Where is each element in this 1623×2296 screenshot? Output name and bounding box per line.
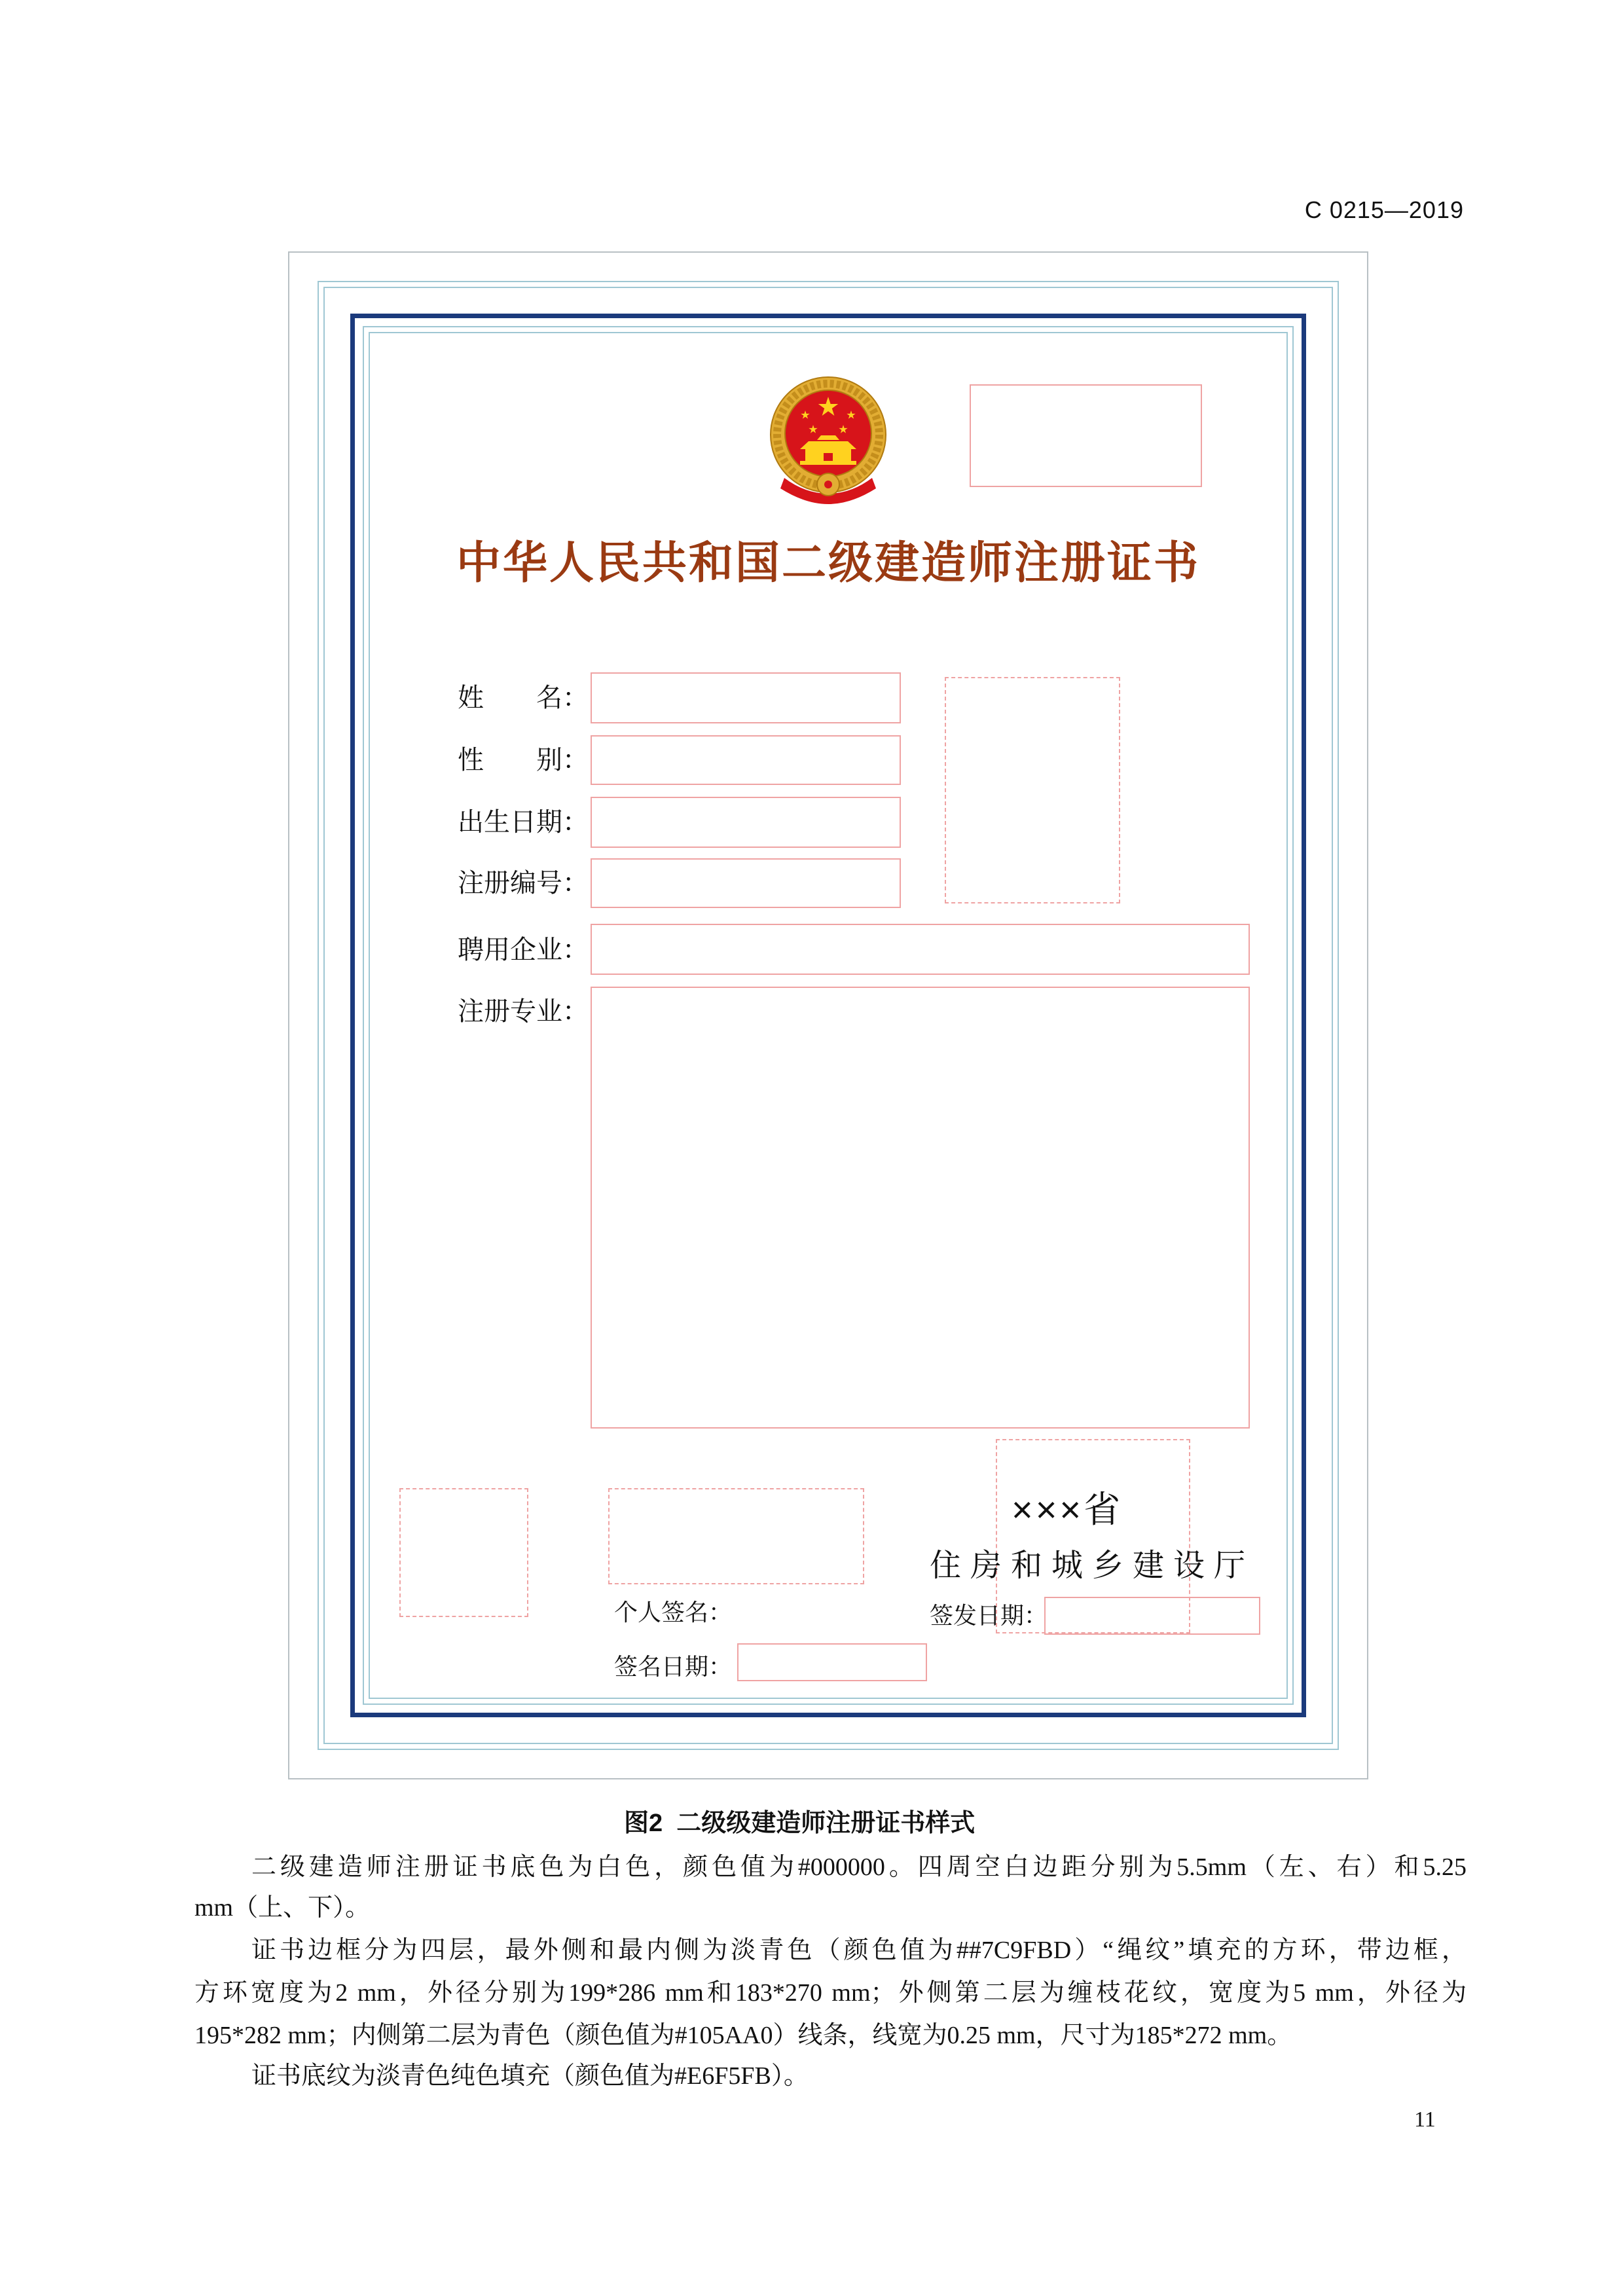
body-line: 195*282 mm；内侧第二层为青色（颜色值为#105AA0）线条，线宽为0.25 mm，尺寸为185*272 mm。 xyxy=(194,2022,1292,2049)
body-line: 证书底纹为淡青色纯色填充（颜色值为#E6F5FB）。 xyxy=(251,2062,809,2090)
signature-label: 个人签名： xyxy=(614,1599,733,1626)
photo-placeholder-box xyxy=(945,677,1120,903)
field-label-employer: 聘用企业： xyxy=(458,936,589,964)
figure-caption: 图2 二级级建造师注册证书样式 xyxy=(624,1810,976,1837)
signature-placeholder-box xyxy=(608,1488,864,1584)
standard-code: C 0215—2019 xyxy=(1304,196,1464,223)
issuer-department: 住房和城乡建设厅 xyxy=(930,1548,1255,1583)
field-box-employer xyxy=(591,924,1250,975)
issue-date-label: 签发日期： xyxy=(930,1602,1048,1629)
signature-date-label: 签名日期： xyxy=(614,1653,733,1680)
body-line: mm（上、下）。 xyxy=(194,1894,371,1922)
field-box-birth-date xyxy=(591,797,901,848)
issuer-province: ×××省 xyxy=(1012,1489,1123,1530)
field-box-name xyxy=(591,672,901,723)
field-label-registration-number: 注册编号： xyxy=(458,869,589,898)
bottom-left-placeholder-box xyxy=(399,1488,528,1617)
national-emblem-icon xyxy=(766,374,890,507)
field-label-registered-specialty: 注册专业： xyxy=(458,997,589,1026)
page-number: 11 xyxy=(1414,2107,1436,2132)
body-line: 证书边框分为四层，最外侧和最内侧为淡青色（颜色值为##7C9FBD）“绳纹”填充的方环，带边框， xyxy=(251,1937,1467,1964)
field-label-gender: 性 别： xyxy=(458,746,589,774)
field-box-registration-number xyxy=(591,858,901,908)
body-line: 二级建造师注册证书底色为白色，颜色值为#000000。四周空白边距分别为5.5mm（左、右）和5.25 xyxy=(251,1853,1467,1881)
field-label-name: 姓 名： xyxy=(458,683,589,712)
signature-date-box xyxy=(737,1643,927,1681)
certificate-title: 中华人民共和国二级建造师注册证书 xyxy=(456,538,1201,588)
field-box-gender xyxy=(591,735,901,785)
field-label-birth-date: 出生日期： xyxy=(458,808,589,837)
field-box-registered-specialty xyxy=(591,987,1250,1429)
top-right-placeholder-box xyxy=(970,384,1202,487)
body-line: 方环宽度为2 mm，外径分别为199*286 mm和183*270 mm；外侧第二层为缠枝花纹，宽度为5 mm，外径为 xyxy=(194,1979,1467,2007)
issue-date-box xyxy=(1044,1597,1260,1635)
